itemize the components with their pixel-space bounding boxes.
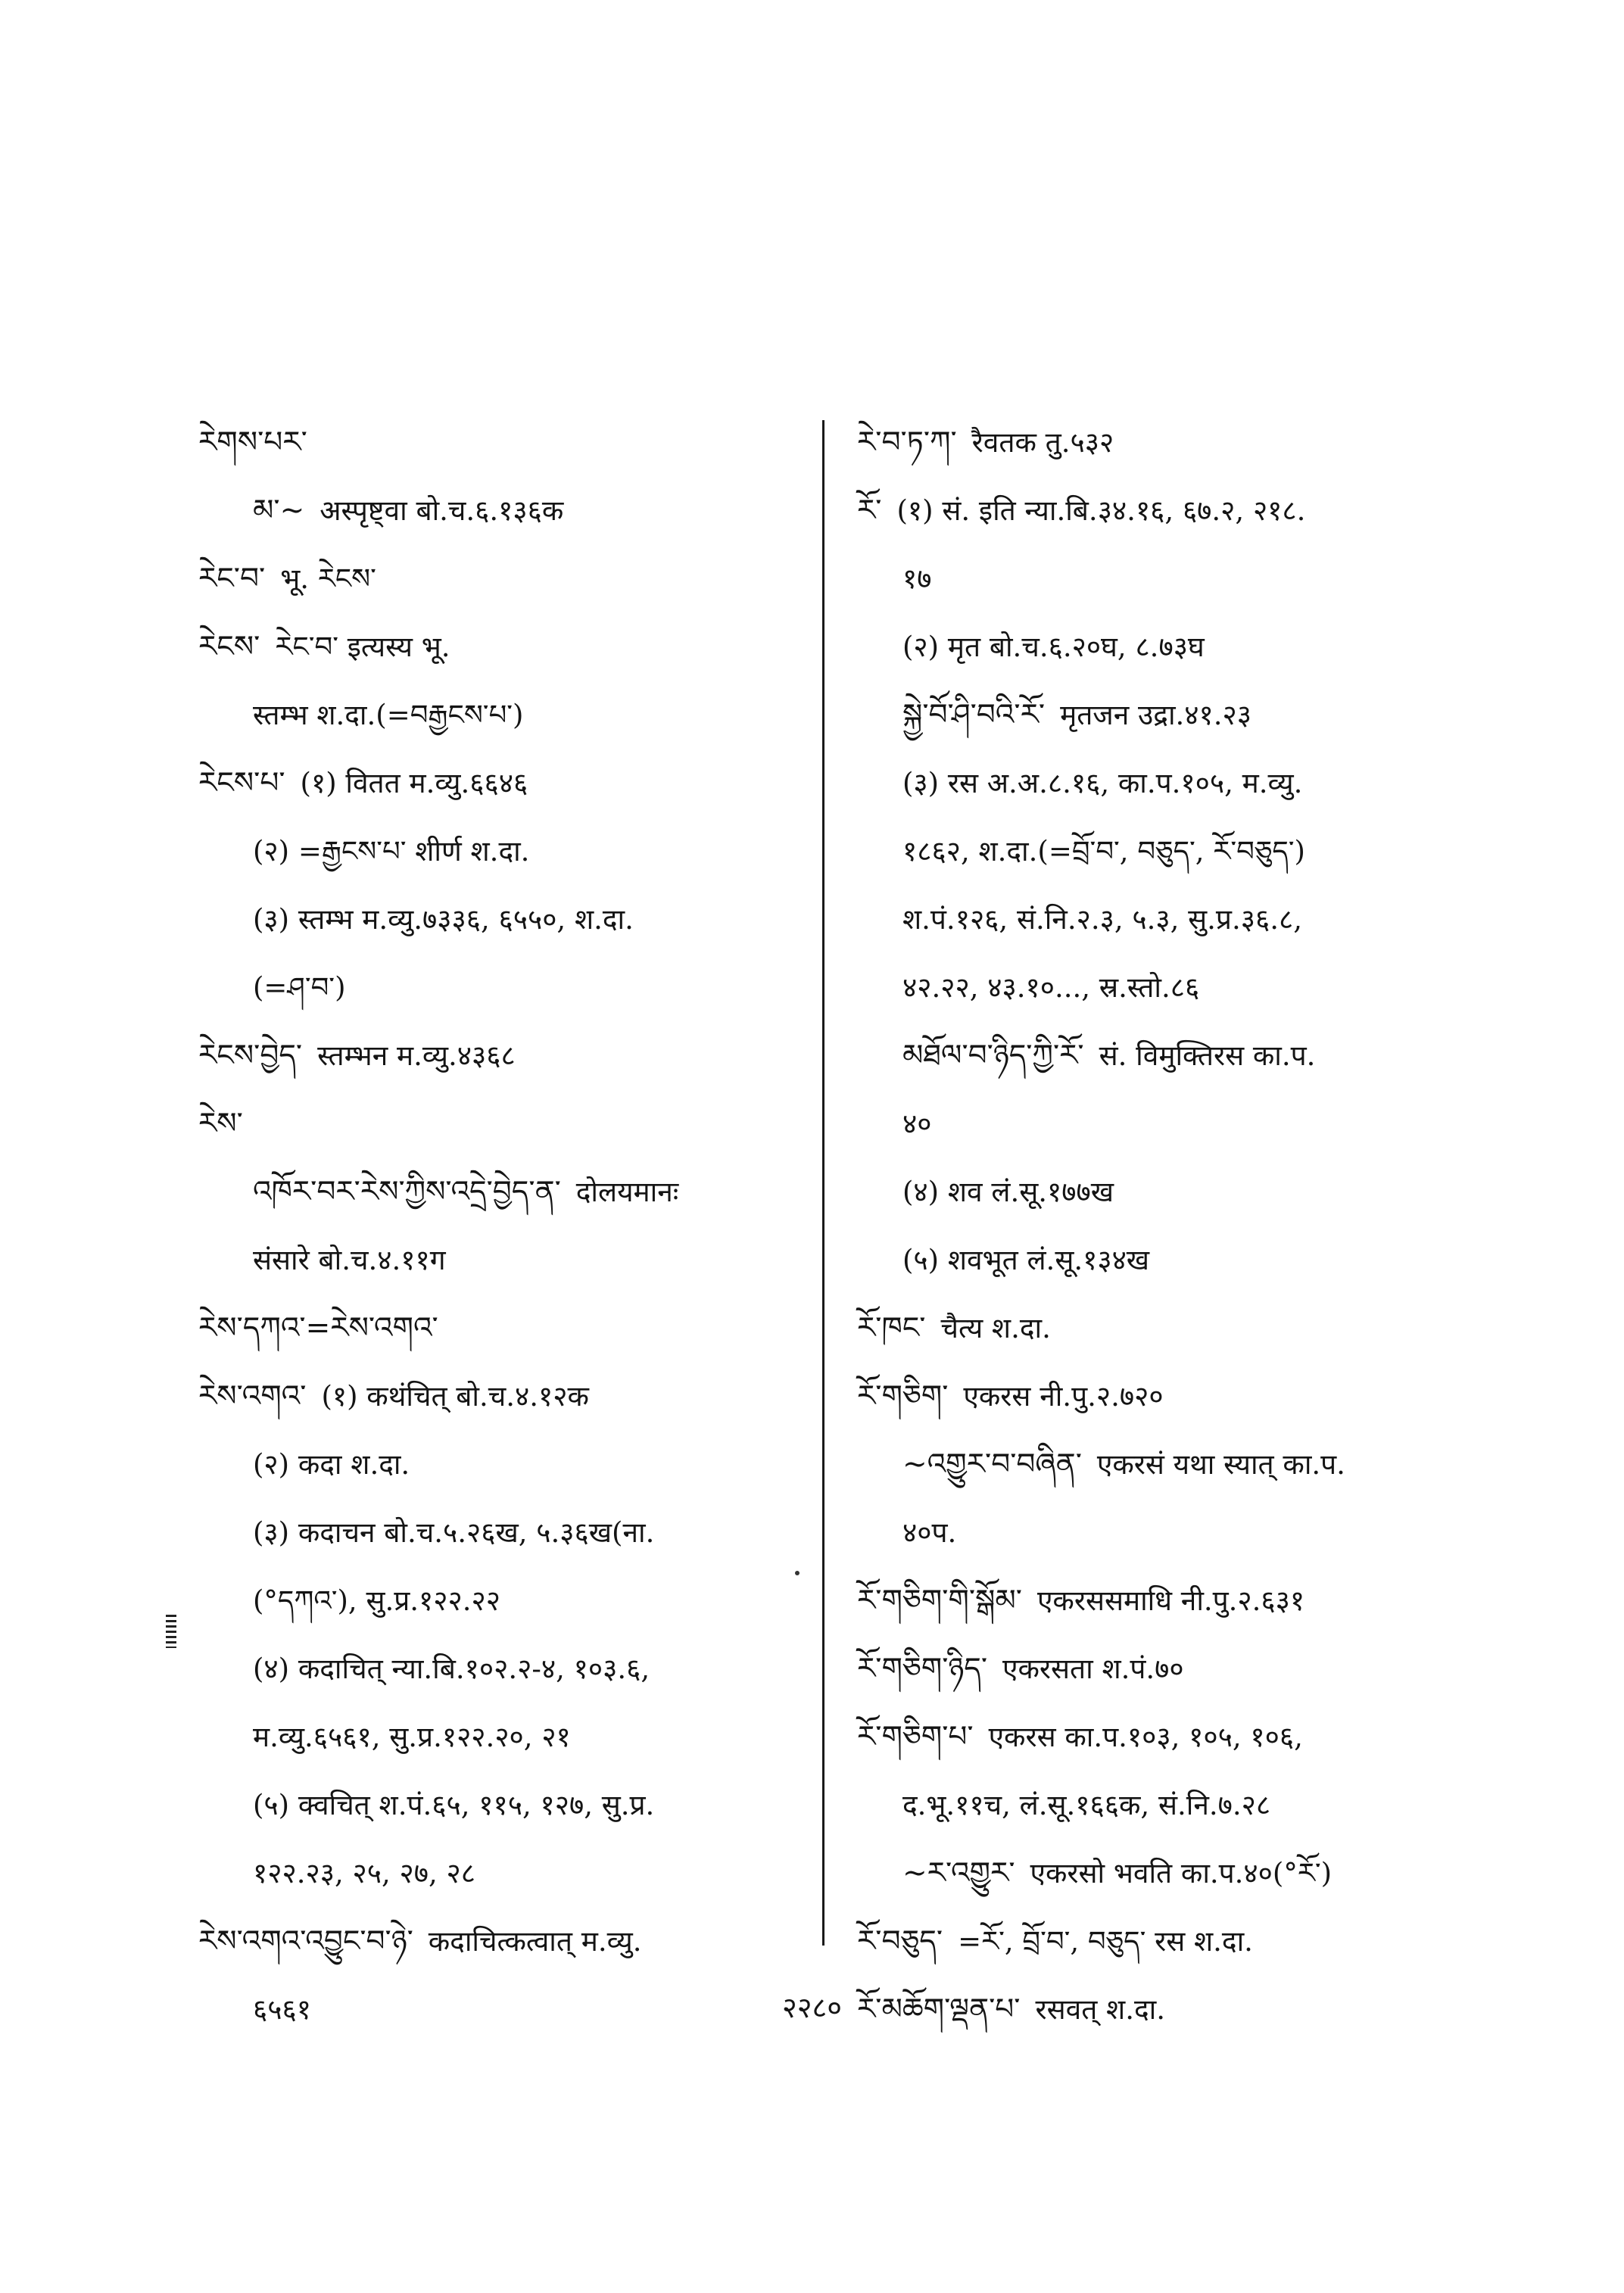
- definition-text: श.पं.१२६, सं.नि.२.३, ५.३, सु.प्र.३६.८,: [902, 903, 1302, 936]
- tibetan-headword: རོ་གཅིག་གི་སྒོམ་: [857, 1584, 1022, 1618]
- dictionary-line: [198, 477, 804, 545]
- dictionary-line: [857, 1158, 1455, 1226]
- dictionary-line: [198, 1567, 804, 1635]
- tibetan-headword: རོ་གཅིག་: [857, 1379, 949, 1413]
- dictionary-line: [198, 1908, 804, 1976]
- definition-text: १२२.२३, २५, २७, २८: [253, 1857, 475, 1890]
- dictionary-line: [857, 1635, 1455, 1703]
- definition-text: कदाचित्कत्वात् म.व्यु.: [428, 1925, 642, 1958]
- dictionary-line: [198, 613, 804, 681]
- dictionary-line: [198, 1499, 804, 1567]
- definition-text: चैत्य श.दा.: [940, 1312, 1051, 1344]
- definition-text: (३) स्तम्भ म.व्यु.७३३६, ६५५०, श.दा.: [253, 903, 634, 936]
- tibetan-headword: རོ་བཅུད་: [857, 1924, 943, 1958]
- dictionary-line: [198, 1090, 804, 1158]
- tibetan-headword: རོ་ཁང་: [857, 1311, 926, 1345]
- tibetan-headword: རོ་མཆོག་ལྡན་པ་: [857, 1992, 1021, 2027]
- page-number: २२८०: [781, 1991, 843, 2024]
- definition-text: (१) वितत म.व्यु.६६४६: [300, 767, 528, 799]
- tibetan-headword: རོ་: [857, 494, 882, 528]
- definition-text: एकरसं यथा स्यात् का.प.: [1096, 1448, 1345, 1481]
- definition-text: भू. རེངས་: [280, 562, 376, 595]
- definition-text: (४) शव लं.सू.१७७ख: [902, 1176, 1114, 1208]
- tibetan-headword: རེངས་བྱེད་: [198, 1039, 303, 1073]
- dictionary-line: [198, 1703, 804, 1771]
- tibetan-headword: མ་~: [253, 494, 305, 528]
- definition-text: द.भू.११च, लं.सू.१६६क, सं.नि.७.२८: [902, 1789, 1271, 1821]
- dictionary-line: [198, 1226, 804, 1294]
- ink-speck: [795, 1571, 800, 1575]
- definition-text: १८६२, श.दा.(=བྲོ་བ་, བཅུད་, རོ་བཅུད་): [902, 835, 1305, 868]
- definition-text: एकरससमाधि नी.पु.२.६३१: [1036, 1584, 1305, 1617]
- definition-text: =རོ་, བྲོ་བ་, བཅུད་ रस श.दा.: [958, 1925, 1253, 1958]
- dictionary-line: [857, 1363, 1455, 1431]
- dictionary-line: [857, 1771, 1455, 1840]
- dictionary-line: [857, 1703, 1455, 1771]
- definition-text: सं. विमुक्तिरस का.प.: [1099, 1039, 1316, 1072]
- definition-text: रसवत् श.दा.: [1035, 1993, 1165, 2026]
- definition-text: (२) कदा श.दा.: [253, 1448, 410, 1481]
- tibetan-headword: རེངས་པ་: [198, 766, 285, 800]
- dictionary-line: [857, 1022, 1455, 1090]
- definition-text: मृतजन उद्रा.४१.२३: [1060, 699, 1252, 731]
- definition-text: རེང་བ་ इत्यस्य भू.: [275, 631, 450, 663]
- definition-text: (२) =རྒྱངས་པ་ शीर्ण श.दा.: [253, 835, 530, 868]
- tibetan-headword: རེ་བ་ཏ་ཀ་: [857, 425, 957, 460]
- tibetan-headword: རོ་གཅིག་ཉིད་: [857, 1652, 988, 1686]
- dictionary-line: [857, 1090, 1455, 1158]
- dictionary-line: [198, 681, 804, 749]
- definition-text: ४०: [902, 1108, 932, 1140]
- tibetan-headword: འཁོར་བར་རེས་ཀྱིས་འདྲེ་བྱེད་ན་: [253, 1175, 561, 1209]
- definition-text: म.व्यु.६५६१, सु.प्र.१२२.२०, २१: [253, 1721, 571, 1753]
- dictionary-line: [857, 409, 1455, 477]
- margin-mark: [166, 1615, 176, 1648]
- definition-text: ४२.२२, ४३.१०..., स्र.स्तो.८६: [902, 971, 1200, 1004]
- definition-text: (३) कदाचन बो.च.५.२६ख, ५.३६ख(ना.: [253, 1516, 655, 1549]
- definition-text: (३) रस अ.अ.८.१६, का.प.१०५, म.व्यु.: [902, 767, 1303, 799]
- dictionary-line: [857, 1567, 1455, 1635]
- dictionary-line: [857, 613, 1455, 681]
- dictionary-line: [857, 1499, 1455, 1567]
- dictionary-line: [198, 409, 804, 477]
- dictionary-line: [857, 818, 1455, 886]
- right-column: [857, 409, 1455, 2044]
- dictionary-line: [198, 954, 804, 1022]
- tibetan-headword: རེས་འགའ་འབྱུང་བ་ཉེ་: [198, 1924, 413, 1958]
- definition-text: एकरसता श.पं.७०: [1002, 1653, 1184, 1685]
- definition-text: (°དཀའ་), सु.प्र.१२२.२२: [253, 1584, 500, 1617]
- tibetan-headword: རོ་གཅིག་པ་: [857, 1720, 974, 1754]
- definition-text: रैवतक तु.५३२: [971, 426, 1114, 459]
- definition-text: एकरसो भवति का.प.४०(°རོ་): [1030, 1857, 1333, 1890]
- tibetan-headword: རེང་བ་: [198, 562, 266, 596]
- dictionary-line: [857, 1908, 1455, 1976]
- dictionary-line: [198, 1022, 804, 1090]
- dictionary-line: [198, 749, 804, 818]
- tibetan-headword: རེས་དཀའ་=རེས་འགའ་: [198, 1311, 438, 1345]
- dictionary-line: [857, 545, 1455, 613]
- definition-text: १७: [902, 562, 932, 595]
- dictionary-line: [857, 1294, 1455, 1363]
- dictionary-line: [198, 1635, 804, 1703]
- tibetan-headword: རེས་: [198, 1107, 243, 1141]
- definition-text: दोलयमानः: [575, 1176, 679, 1208]
- dictionary-line: [198, 818, 804, 886]
- definition-text: (१) कथंचित् बो.च.४.१२क: [321, 1380, 589, 1413]
- definition-text: (२) मृत बो.च.६.२०घ, ८.७३घ: [902, 631, 1205, 663]
- definition-text: ६५६१: [253, 1993, 311, 2026]
- left-column: [198, 409, 804, 2044]
- dictionary-line: [857, 749, 1455, 818]
- dictionary-line: [198, 1771, 804, 1840]
- dictionary-line: [198, 545, 804, 613]
- tibetan-headword: རེས་འགའ་: [198, 1379, 307, 1413]
- definition-text: अस्पृष्ट्वा बो.च.६.१३६क: [320, 494, 564, 527]
- dictionary-line: [857, 1840, 1455, 1908]
- definition-text: (५) शवभूत लं.सू.१३४ख: [902, 1244, 1150, 1276]
- dictionary-line: [198, 1158, 804, 1226]
- tibetan-headword: ~ར་འགྱུར་: [902, 1856, 1015, 1890]
- definition-text: स्तम्भन म.व्यु.४३६८: [317, 1039, 516, 1072]
- definition-text: ४०प.: [902, 1516, 957, 1549]
- dictionary-line: [857, 681, 1455, 749]
- tibetan-headword: སྐྱེ་བོ་ཤི་བའི་རོ་: [902, 698, 1046, 732]
- dictionary-line: [198, 1840, 804, 1908]
- dictionary-line: [857, 1431, 1455, 1499]
- dictionary-line: [198, 1431, 804, 1499]
- dictionary-line: [198, 886, 804, 954]
- column-divider: [822, 420, 824, 1946]
- definition-text: संसारे बो.च.४.११ग: [253, 1244, 446, 1276]
- definition-text: एकरस का.प.१०३, १०५, १०६,: [988, 1721, 1303, 1753]
- definition-text: एकरस नी.पु.२.७२०: [963, 1380, 1164, 1413]
- tibetan-headword: རེངས་: [198, 630, 260, 664]
- dictionary-line: [857, 1226, 1455, 1294]
- dictionary-line: [857, 886, 1455, 954]
- definition-text: (१) सं. इति न्या.बि.३४.१६, ६७.२, २१८.: [896, 494, 1306, 527]
- definition-text: (=ཤ་བ་): [253, 971, 346, 1004]
- tibetan-headword: རེགས་པར་: [198, 425, 307, 460]
- definition-text: (५) क्वचित् श.पं.६५, ११५, १२७, सु.प्र.: [253, 1789, 655, 1821]
- definition-text: (४) कदाचित् न्या.बि.१०२.२-४, १०३.६,: [253, 1653, 650, 1685]
- tibetan-headword: ~འགྱུར་བ་བཞིན་: [902, 1447, 1082, 1481]
- dictionary-line: [198, 1294, 804, 1363]
- tibetan-headword: མཐོལ་བ་ཉིད་ཀྱི་རོ་: [902, 1039, 1084, 1073]
- dictionary-line: [857, 954, 1455, 1022]
- definition-text: स्तम्भ श.दा.(=བརྒྱངས་པ་): [253, 699, 524, 731]
- dictionary-line: [857, 477, 1455, 545]
- dictionary-line: [198, 1363, 804, 1431]
